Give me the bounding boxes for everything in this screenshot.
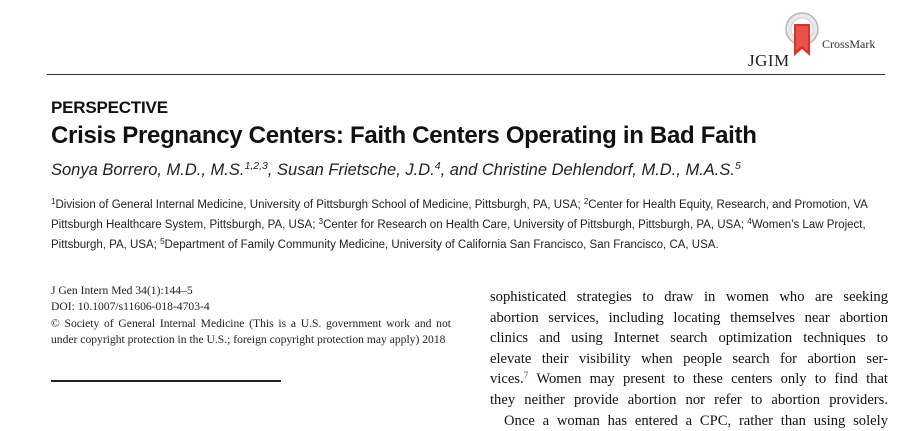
body-line: abortion services, including locating themselves near abortion [490,309,888,326]
body-line: clinics and using Internet search optimization techniques to [490,330,888,347]
crossmark-icon[interactable] [785,12,819,64]
affiliations [51,195,891,255]
citation-link[interactable]: 7 [523,371,529,382]
copyright-notice: © Society of General Internal Medicine (This is a U.S. government work and not under copyright protection in the U.S.; foreign copyright protection may apply) 2018 [51,316,451,346]
affil-text: Department of Family Community Medicine, University of California San Francisco, San Francisco, CA, USA. [164,239,719,251]
affil-text: Women’s Law Project, Pittsburgh, PA, USA; [51,219,866,251]
header-divider [47,74,885,75]
author-separator: , [267,161,278,179]
meta-divider [51,380,281,382]
body-line [490,369,888,390]
body-line: elevate their visibility when people search for abortion ser- [490,350,888,367]
article-meta [51,283,451,348]
body-line: they neither provide abortion nor refer to abortion providers. [490,391,888,408]
affil-sup: 4 [747,217,752,226]
body-text [490,287,888,431]
author-name: Christine Dehlendorf, M.D., M.A.S. [481,161,735,179]
author-affil-sup: 5 [734,160,741,172]
section-label: PERSPECTIVE [51,98,168,117]
doi-link[interactable]: DOI: 10.1007/s11606-018-4703-4 [51,300,210,314]
affil-text: Center for Research on Health Care, University of Pittsburgh, Pittsburgh, PA, USA; [323,219,748,231]
author-name: Sonya Borrero, M.D., M.S. [51,161,245,179]
body-text-fragment: Women may present to these centers only to find that [528,371,888,388]
author-name: Susan Frietsche, J.D. [277,161,435,179]
affil-sup: 3 [318,217,324,226]
affil-sup: 5 [160,237,165,246]
affil-text: Center for Health Equity, Research, and Promotion, VA Pittsburgh Healthcare System, Pittsburgh, PA, USA; [51,199,868,231]
author-affil-sup: 1,2,3 [244,160,268,172]
journal-abbrev: JGIM [748,51,790,70]
affil-sup: 2 [583,197,589,206]
body-line: sophisticated strategies to draw in women who are seeking [490,289,888,305]
author-separator: , and [440,161,482,179]
author-list [51,161,741,180]
crossmark-label[interactable]: CrossMark [822,37,876,51]
body-text-fragment: vices. [490,371,524,388]
body-line: Once a woman has entered a CPC, rather than using solely [504,412,888,429]
article-title: Crisis Pregnancy Centers: Faith Centers Operating in Bad Faith [51,122,757,149]
citation: J Gen Intern Med 34(1):144–5 [51,284,193,297]
author-affil-sup: 4 [434,160,441,172]
affil-text: Division of General Internal Medicine, University of Pittsburgh School of Medicine, Pittsburgh, PA, USA; [55,199,584,211]
affil-sup: 1 [51,197,56,206]
